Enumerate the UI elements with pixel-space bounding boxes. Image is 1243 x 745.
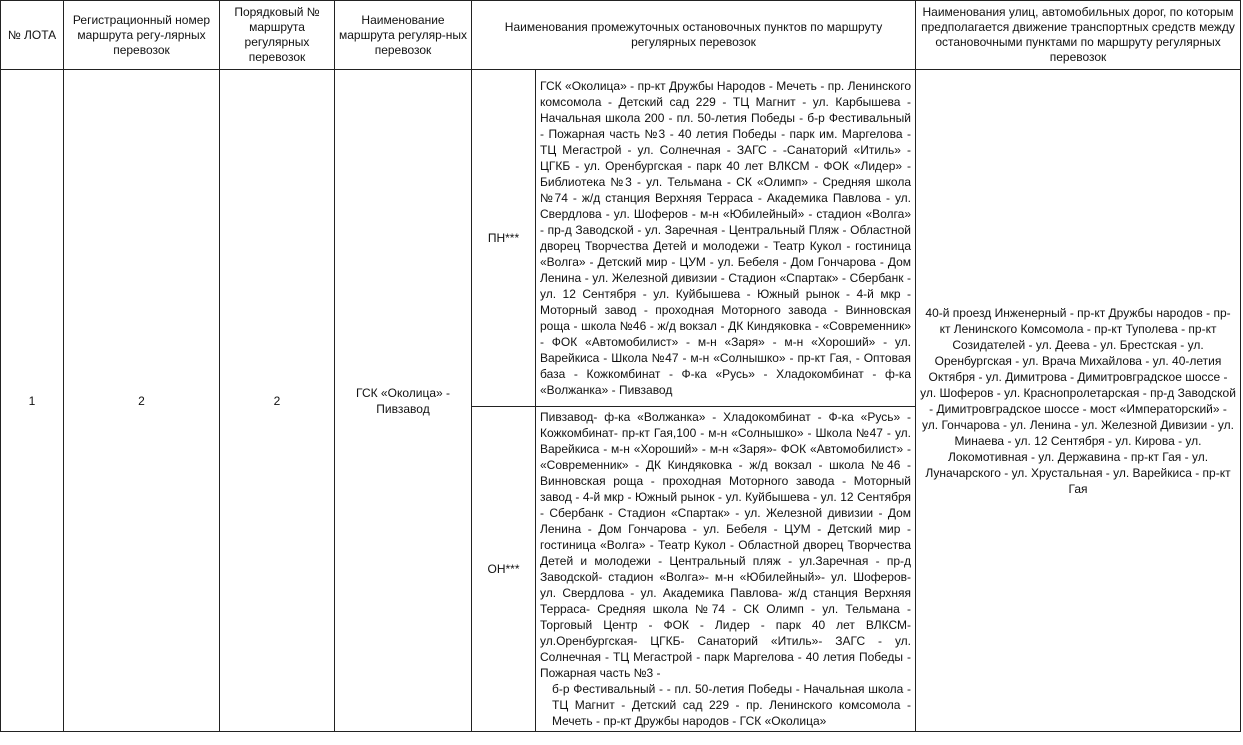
header-route-name: Наименование маршрута регуляр-ных перевозок <box>335 1 472 70</box>
registration-number: 2 <box>64 70 220 732</box>
lot-number: 1 <box>1 70 64 732</box>
backward-stops-cell <box>536 407 916 732</box>
table-row <box>1 70 1241 407</box>
backward-stops-continued: б-р Фестивальный - - пл. 50-летия Победы - Начальная школа - ТЦ Магнит - Детский сад 229 - пр. Ленинского комсомола - Мечеть - пр-кт Дружбы народов - ГСК «Околица» <box>552 682 912 728</box>
streets-list: 40-й проезд Инженерный - пр-кт Дружбы народов - пр-кт Ленинского Комсомола - пр-кт Туполева - пр-кт Созидателей - ул. Деева - ул. Брестская - ул. Оренбургская - ул. Врача Михайлова - ул. 40-летия Октября - ул. Димитрова - Димитровградское шоссе - ул. Шоферов - ул. Краснопролетарская - пр-д Заводской - Димитровградское шоссе - мост «Императорский» - ул. Гончарова - ул. Ленина - ул. Железной Дивизии - ул. Минаева - ул. 12 Сентября - ул. Кирова - ул. Локомотивная - ул. Державина - пр-кт Гая - ул. Луначарского - ул. Хрустальная - ул. Варейкиса - пр-кт Гая <box>916 70 1241 732</box>
header-row <box>1 1 1241 70</box>
header-lot: № ЛОТА <box>1 1 64 70</box>
header-intermediate-stops: Наименования промежуточных остановочных пунктов по маршруту регулярных перевозок <box>472 1 916 70</box>
backward-direction-label: ОН*** <box>472 407 536 732</box>
forward-stops-list: ГСК «Околица» - пр-кт Дружбы Народов - Мечеть - пр. Ленинского комсомола - Детский сад 229 - ТЦ Магнит - ул. Карбышева - Начальная школа 200 - пл. 50-летия Победы - б-р Фестивальный - Пожарная часть №3 - 40 летия Победы - парк им. Маргелова - ТЦ Мегастрой - ул. Солнечная - ЗАГС - -Санаторий «Итиль» - ЦГКБ - ул. Оренбургская - парк 40 лет ВЛКСМ - ФОК «Лидер» - Библиотека №3 - ул. Тельмана - СК «Олимп» - Средняя школа №74 - ж/д станция Верхняя Терраса - Академика Павлова - ул. Свердлова - ул. Шоферов - м-н «Юбилейный» - стадион «Волга» - пр-д Заводской - ул. Заречная - Центральный Пляж - Областной дворец Творчества Детей и молодежи - Театр Кукол - гостиница «Волга» - Детский мир - ЦУМ - ул. Бебеля - Дом Гончарова - Дом Ленина - ул. Железной дивизии - Стадион «Спартак» - Сбербанк - ул. 12 Сентября - ул. Куйбышева - Южный рынок - 4-й мкр - Моторный завод - проходная Моторного завода - Винновская роща - школа №46 - ж/д вокзал - ДК Киндяковка - «Современник» - ФОК «Автомобилист» - м-н «Заря» - м-н «Хороший» - ул. Варейкиса - Школа №47 - м-н «Солнышко» - пр-кт Гая, - Оптовая база - Кожкомбинат - Ф-ка «Русь» - Хладокомбинат - ф-ка «Волжанка» - Пивзавод <box>536 70 916 407</box>
header-order-number: Порядковый № маршрута регулярных перевозок <box>220 1 335 70</box>
order-number: 2 <box>220 70 335 732</box>
header-streets: Наименования улиц, автомобильных дорог, по которым предполагается движение транспортных средств между остановочными пунктами по маршруту регулярных перевозок <box>916 1 1241 70</box>
forward-direction-label: ПН*** <box>472 70 536 407</box>
backward-stops-list: Пивзавод- ф-ка «Волжанка» - Хладокомбинат - Ф-ка «Русь» - Кожкомбинат- пр-кт Гая,100 - м-н «Солнышко» - Школа №47 - ул. Варейкиса - м-н «Хороший» - м-н «Заря»- ФОК «Автомобилист» - «Современник» - ДК Киндяковка - ж/д вокзал - школа №46 - Винновская роща - проходная Моторного завода - Моторный завод - 4-й мкр - Южный рынок - ул. Куйбышева - ул. 12 Сентября - Сбербанк - Стадион «Спартак» - ул. Железной дивизии - Дом Ленина - Дом Гончарова - ул. Бебеля - ЦУМ - Детский мир - гостиница «Волга» - Театр Кукол - Областной дворец Творчества Детей и молодежи - Центральный пляж - ул.Заречная - пр-д Заводской- стадион «Волга»- м-н «Юбилейный»- ул. Шоферов- ул. Свердлова - ул. Академика Павлова- ж/д станция Верхняя Терраса- Средняя школа №74 - СК Олимп - ул. Тельмана - Торговый Центр - ФОК - Лидер - парк 40 лет ВЛКСМ- ул.Оренбургская- ЦГКБ- Санаторий «Итиль»- ЗАГС - ул. Солнечная - ТЦ Мегастрой - парк Маргелова - 40 летия Победы - Пожарная часть №3 - <box>540 410 912 680</box>
route-name: ГСК «Околица» - Пивзавод <box>335 70 472 732</box>
header-registration-number: Регистрационный номер маршрута регу-лярных перевозок <box>64 1 220 70</box>
